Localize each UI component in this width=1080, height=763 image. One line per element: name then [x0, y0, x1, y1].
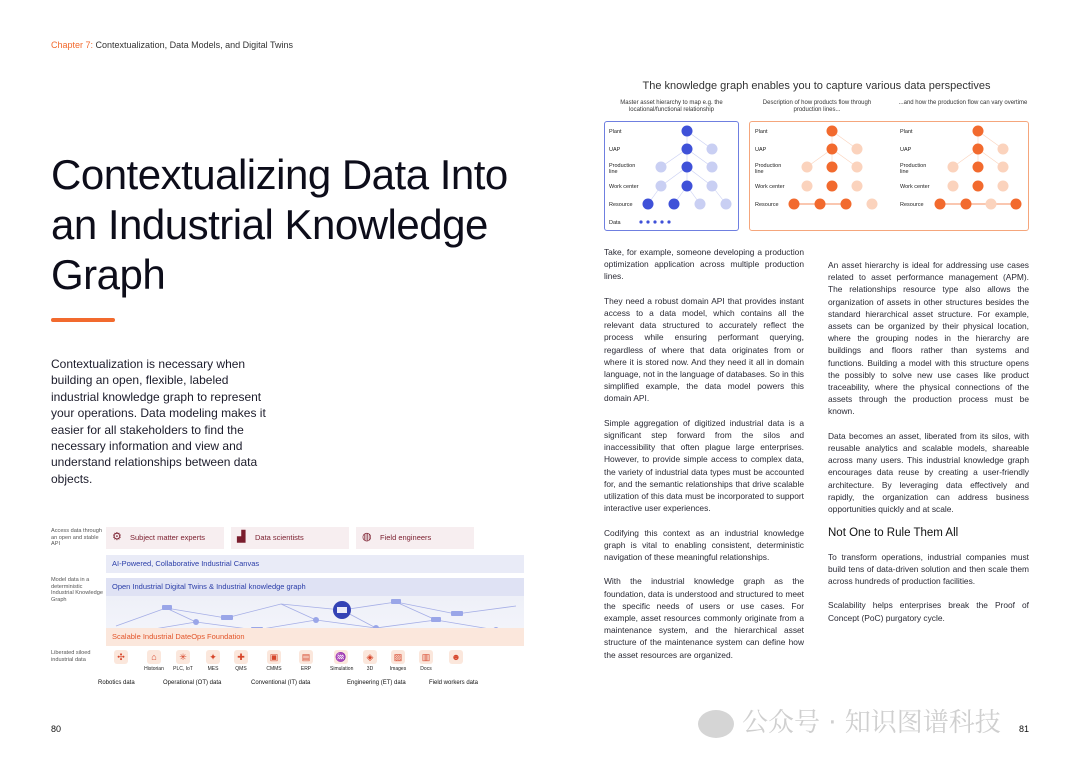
side-label-access: Access data through an open and stable API	[51, 528, 102, 547]
svg-text:Plant: Plant	[609, 129, 622, 135]
robot-icon: ✣	[114, 650, 128, 664]
image-icon: ▨	[391, 650, 405, 664]
svg-text:Plant: Plant	[900, 129, 913, 135]
svg-text:Work center: Work center	[609, 184, 639, 190]
band-digital-twins: Open Industrial Digital Twins & Industrial knowledge graph	[106, 578, 524, 596]
simulation-icon: ♒	[335, 652, 347, 662]
title-accent-bar	[51, 318, 115, 322]
paragraph: Simple aggregation of digitized industrial data is a significant step forward from the silos and inaccessibility that often plague large enterprises. However, to provide simple access to complex data, the variety of industrial data types must be accounted for, and the semantic relationships that drive scalable utilization of this data must be incorporated to support interactive user experiences.	[604, 417, 804, 514]
worker-icon: ☻	[449, 650, 463, 664]
source-plc-iot: ✳ PLC, IoT	[173, 652, 193, 672]
text-column-1	[604, 246, 804, 673]
source-mes: ✦ MES	[207, 652, 219, 672]
kg-diagram-title: The knowledge graph enables you to capture various data perspectives	[642, 80, 991, 92]
qms-icon: ✚	[234, 650, 248, 664]
source-historian: ⌂ Historian	[144, 652, 164, 672]
category-robotics: Robotics data	[98, 680, 135, 686]
chapter-number: Chapter 7:	[51, 40, 94, 50]
chapter-header	[51, 40, 293, 50]
wechat-icon	[698, 710, 734, 738]
svg-text:Resource: Resource	[755, 202, 779, 208]
category-field-workers: Field workers data	[429, 680, 479, 686]
side-label-liberated: Liberated siloed industrial data	[51, 650, 91, 663]
svg-text:Data: Data	[609, 220, 621, 226]
kg-sub-overtime: ...and how the production flow can vary overtime	[898, 100, 1028, 106]
document-icon: ▥	[419, 650, 433, 664]
watermark: 公众号 · 知识图谱科技	[698, 702, 1001, 739]
paragraph: With the industrial knowledge graph as the foundation, data is understood and structured to meet the specific needs of users or use cases. For example, asset resources commonly originate from a maintenance system, and the hierarchical asset structure of the maintenance system can define how the asset resources are organized.	[604, 576, 804, 660]
persona-data-scientists: ▟ Data scientists	[231, 527, 349, 549]
svg-text:line: line	[900, 169, 909, 175]
intro-text: Contextualization is necessary when building an open, flexible, labeled industrial knowledge graph to represent your operations. Data modeling makes it easier for all stakeholders to find the necessary information and view and understand relationships between data objects.	[51, 357, 266, 486]
source-field-workers	[445, 650, 467, 666]
svg-text:line: line	[609, 169, 618, 175]
source-cmms: ▣ CMMS	[266, 652, 282, 672]
svg-text:line: line	[755, 169, 764, 175]
chart-icon: ▟	[237, 531, 246, 543]
historian-icon: ⌂	[147, 650, 161, 664]
globe-person-icon: ◍	[362, 531, 372, 543]
paragraph: To transform operations, industrial companies must build tens of data-driven solution and then scale them across hundreds of production facilities.	[828, 551, 1029, 587]
paragraph: Codifying this context as an industrial knowledge graph is vital to enabling consistent, deterministic navigation of these meaningful relationships.	[604, 527, 804, 563]
svg-text:Production: Production	[609, 163, 636, 169]
band-dataops: Scalable Industrial DateOps Foundation	[106, 628, 524, 646]
svg-text:Work center: Work center	[755, 184, 785, 190]
paragraph: Scalability helps enterprises break the Proof of Concept (PoC) purgatory cycle.	[828, 600, 1029, 623]
category-et: Engineering (ET) data	[347, 680, 406, 686]
source-3d: ◈ 3D	[359, 650, 381, 672]
source-robotics	[110, 650, 132, 666]
kg-sub-flow: Description of how products flow through production lines...	[762, 100, 872, 113]
architecture-diagram	[51, 520, 501, 695]
page-number-right: 81	[1019, 724, 1030, 734]
svg-text:UAP: UAP	[755, 147, 767, 153]
page-number-left: 80	[51, 724, 62, 734]
kg-sub-hierarchy: Master asset hierarchy to map e.g. the locational/functional relationship	[620, 100, 723, 113]
chapter-title: Contextualization, Data Models, and Digital Twins	[93, 40, 293, 50]
source-docs: ▥ Docs	[420, 652, 432, 672]
svg-text:Production: Production	[755, 163, 782, 169]
page-title: Contextualizing Data Into an Industrial Knowledge Graph	[51, 151, 508, 298]
side-label-model: Model data in a deterministic Industrial Knowledge Graph	[51, 577, 103, 603]
persona-sme: ⚙ Subject matter experts	[106, 527, 224, 549]
paragraph: Data becomes an asset, liberated from its silos, with reusable analytics and scalable models, shareable across many users. This industrial knowledge graph encourages data reuse by creating a user-friendly architecture. By leveraging data effectively and rapidly, the organization can address business opportunities quickly and at scale.	[828, 430, 1029, 515]
source-erp: ▤ ERP	[300, 652, 312, 672]
svg-text:Resource: Resource	[609, 202, 633, 208]
erp-icon: ▤	[299, 650, 313, 664]
kg-panel-flow	[749, 121, 1029, 231]
cmms-icon: ▣	[267, 650, 281, 664]
svg-text:Work center: Work center	[900, 184, 930, 190]
paragraph: They need a robust domain API that provides instant access to a data model, which contains all the relevant data structured to accurately reflect the process while ensuring performant querying, regardless of where that data originates from or where it is stored now. And they need it all in domain language, not in the language of databases. So in this simplified example, the data model powers this domain API.	[604, 295, 804, 404]
kg-panel-hierarchy	[604, 121, 739, 231]
source-images: ▨ Images	[389, 652, 407, 672]
svg-text:UAP: UAP	[900, 147, 912, 153]
source-simulation: ♒ Simulation	[330, 652, 354, 672]
text-column-2	[828, 259, 1029, 636]
svg-text:Resource: Resource	[900, 202, 924, 208]
category-it: Conventional (IT) data	[251, 680, 311, 686]
svg-text:Plant: Plant	[755, 129, 768, 135]
paragraph: Take, for example, someone developing a production optimization application across multiple production lines.	[604, 247, 804, 282]
svg-text:Production: Production	[900, 163, 927, 169]
cube-3d-icon: ◈	[363, 650, 377, 664]
category-ot: Operational (OT) data	[163, 680, 222, 686]
plc-icon: ✳	[176, 650, 190, 664]
paragraph: An asset hierarchy is ideal for addressing use cases related to asset performance management (APM). The relationships resource type also allows the organization of assets in other structures besides the standard hierarchical asset structure. For example, assets can be organized by their physical location, where the grouping nodes in the hierarchy are buildings and floors rather than systems and functions. Building a model with this structure opens the possibly to solve new use cases like product traceability, where the physical connections of the assets through the production process must be known.	[828, 260, 1029, 417]
band-canvas: AI-Powered, Collaborative Industrial Canvas	[106, 555, 524, 573]
source-qms: ✚ QMS	[235, 652, 247, 672]
svg-text:UAP: UAP	[609, 147, 621, 153]
person-gear-icon: ⚙	[112, 531, 122, 543]
persona-field-engineers: ◍ Field engineers	[356, 527, 474, 549]
section-heading: Not One to Rule Them All	[828, 527, 959, 540]
mes-icon: ✦	[206, 650, 220, 664]
